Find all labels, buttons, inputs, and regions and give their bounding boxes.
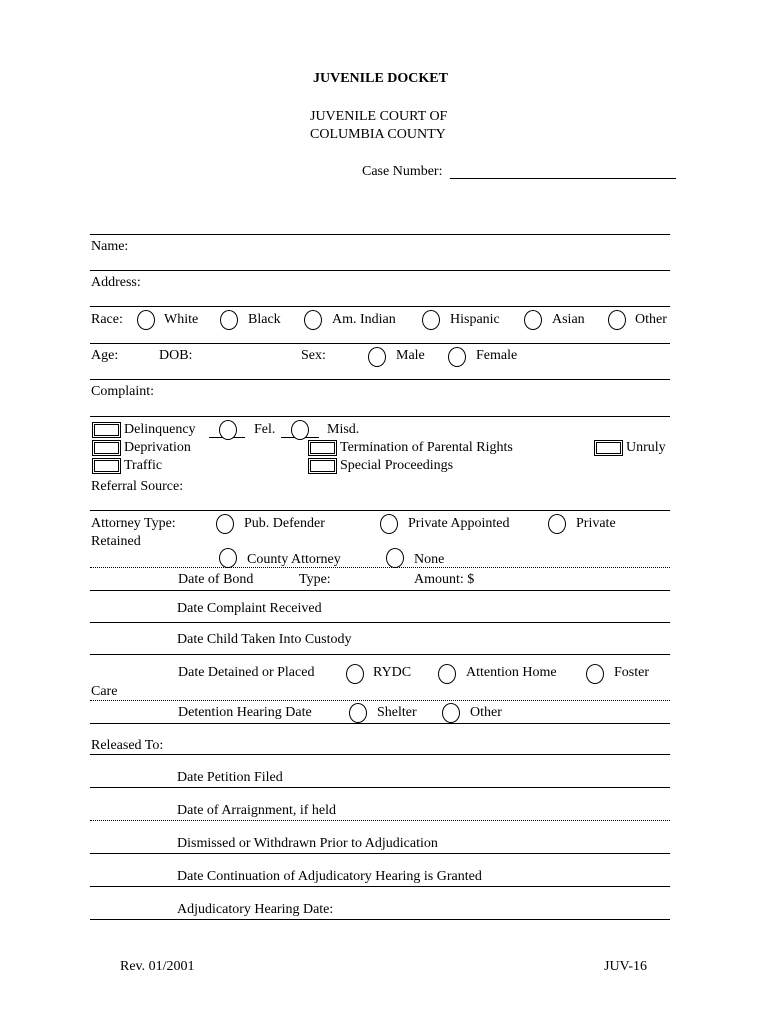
divider: [90, 700, 670, 701]
court-name-line1: JUVENILE COURT OF: [310, 109, 448, 124]
attorney-county-radio[interactable]: [219, 548, 237, 568]
dismissed-label: Dismissed or Withdrawn Prior to Adjudication: [177, 836, 438, 851]
divider: [90, 343, 670, 344]
date-custody-field[interactable]: [90, 654, 670, 655]
continuation-label: Date Continuation of Adjudicatory Hearing is Granted: [177, 869, 482, 884]
referral-source-field[interactable]: [90, 510, 670, 511]
race-black-label: Black: [248, 312, 281, 327]
sex-male-radio[interactable]: [368, 347, 386, 367]
placement-foster-radio[interactable]: [586, 664, 604, 684]
delinquency-label: Delinquency: [124, 422, 196, 437]
date-arraignment-field[interactable]: [90, 820, 670, 821]
termination-checkbox[interactable]: [308, 440, 337, 456]
date-of-bond-label: Date of Bond: [178, 572, 254, 587]
placement-attention-home-label: Attention Home: [466, 665, 557, 680]
placement-rydc-radio[interactable]: [346, 664, 364, 684]
form-id-label: JUV-16: [604, 959, 648, 974]
case-number-field[interactable]: [450, 178, 676, 179]
misd-radio[interactable]: [291, 420, 309, 440]
date-detained-label: Date Detained or Placed: [178, 665, 315, 680]
dob-label: DOB:: [159, 348, 193, 363]
detention-other-radio[interactable]: [442, 703, 460, 723]
name-field[interactable]: [90, 270, 670, 271]
complaint-field[interactable]: [90, 416, 670, 417]
special-proceedings-checkbox[interactable]: [308, 458, 337, 474]
placement-foster-label: Foster: [614, 665, 649, 680]
detention-shelter-label: Shelter: [377, 705, 417, 720]
date-petition-filed-label: Date Petition Filed: [177, 770, 283, 785]
adjudicatory-hearing-field[interactable]: [90, 919, 670, 920]
fel-radio[interactable]: [219, 420, 237, 440]
race-am-indian-radio[interactable]: [304, 310, 322, 330]
released-to-field[interactable]: [90, 754, 670, 755]
adjudicatory-hearing-label: Adjudicatory Hearing Date:: [177, 902, 334, 917]
referral-source-label: Referral Source:: [91, 479, 184, 494]
sex-female-label: Female: [476, 348, 518, 363]
revision-label: Rev. 01/2001: [120, 959, 195, 974]
deprivation-label: Deprivation: [124, 440, 191, 455]
age-label: Age:: [91, 348, 119, 363]
date-custody-label: Date Child Taken Into Custody: [177, 632, 352, 647]
detention-hearing-field[interactable]: [90, 723, 670, 724]
name-label: Name:: [91, 239, 129, 254]
attorney-none-label: None: [414, 552, 445, 567]
placement-rydc-label: RYDC: [373, 665, 412, 680]
attorney-county-label: County Attorney: [247, 552, 341, 567]
attorney-none-radio[interactable]: [386, 548, 404, 568]
divider: [90, 379, 670, 380]
placement-attention-home-radio[interactable]: [438, 664, 456, 684]
termination-label: Termination of Parental Rights: [340, 440, 513, 455]
sex-female-radio[interactable]: [448, 347, 466, 367]
traffic-checkbox[interactable]: [92, 458, 121, 474]
race-white-radio[interactable]: [137, 310, 155, 330]
sex-label: Sex:: [301, 348, 326, 363]
race-label: Race:: [91, 312, 123, 327]
race-black-radio[interactable]: [220, 310, 238, 330]
court-name-line2: COLUMBIA COUNTY: [310, 127, 446, 142]
attorney-type-label: Attorney Type:: [91, 516, 176, 531]
fel-label: Fel.: [254, 422, 276, 437]
unruly-label: Unruly: [626, 440, 666, 455]
traffic-label: Traffic: [124, 458, 163, 473]
race-other-radio[interactable]: [608, 310, 626, 330]
bond-type-label: Type:: [299, 572, 331, 587]
attorney-retained-label: Retained: [91, 534, 141, 549]
date-petition-filed-field[interactable]: [90, 787, 670, 788]
race-asian-radio[interactable]: [524, 310, 542, 330]
address-field[interactable]: [90, 306, 670, 307]
race-other-label: Other: [635, 312, 667, 327]
detention-other-label: Other: [470, 705, 502, 720]
form-title: JUVENILE DOCKET: [313, 71, 448, 86]
attorney-pub-defender-radio[interactable]: [216, 514, 234, 534]
date-arraignment-label: Date of Arraignment, if held: [177, 803, 337, 818]
race-am-indian-label: Am. Indian: [332, 312, 396, 327]
continuation-field[interactable]: [90, 886, 670, 887]
dismissed-field[interactable]: [90, 853, 670, 854]
care-label: Care: [91, 684, 118, 699]
deprivation-checkbox[interactable]: [92, 440, 121, 456]
sex-male-label: Male: [396, 348, 425, 363]
race-hispanic-radio[interactable]: [422, 310, 440, 330]
complaint-label: Complaint:: [91, 384, 154, 399]
attorney-private-radio[interactable]: [548, 514, 566, 534]
divider: [90, 234, 670, 235]
misd-label: Misd.: [327, 422, 360, 437]
bond-field[interactable]: [90, 590, 670, 591]
date-complaint-received-field[interactable]: [90, 622, 670, 623]
date-complaint-received-label: Date Complaint Received: [177, 601, 322, 616]
race-asian-label: Asian: [552, 312, 585, 327]
detention-hearing-label: Detention Hearing Date: [178, 705, 312, 720]
race-white-label: White: [164, 312, 199, 327]
address-label: Address:: [91, 275, 141, 290]
race-hispanic-label: Hispanic: [450, 312, 500, 327]
case-number-label: Case Number:: [362, 164, 443, 179]
detention-shelter-radio[interactable]: [349, 703, 367, 723]
released-to-label: Released To:: [91, 738, 164, 753]
delinquency-checkbox[interactable]: [92, 422, 121, 438]
divider: [90, 567, 670, 568]
attorney-private-appointed-radio[interactable]: [380, 514, 398, 534]
special-proceedings-label: Special Proceedings: [340, 458, 454, 473]
bond-amount-label: Amount: $: [414, 572, 475, 587]
attorney-pub-defender-label: Pub. Defender: [244, 516, 325, 531]
attorney-private-label: Private: [576, 516, 616, 531]
unruly-checkbox[interactable]: [594, 440, 623, 456]
attorney-private-appointed-label: Private Appointed: [408, 516, 510, 531]
